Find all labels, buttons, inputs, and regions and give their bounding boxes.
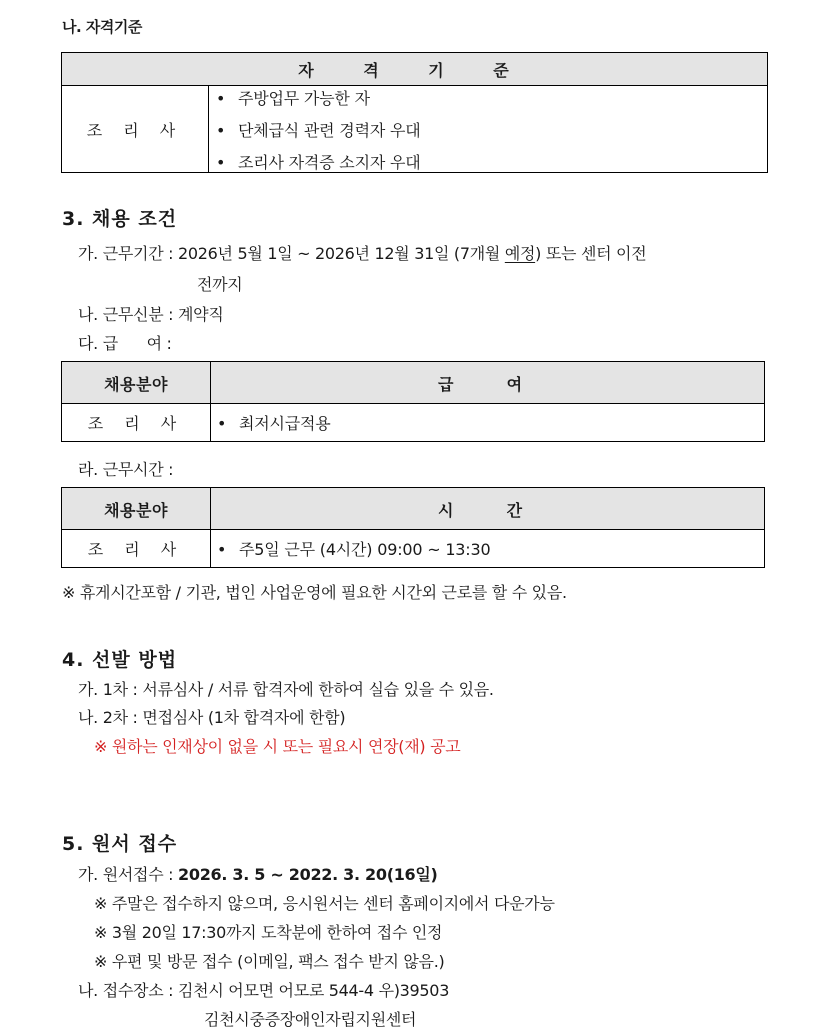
section-heading-conditions: 3. 채용 조건 [62,208,178,230]
selection-step-2: 나. 2차 : 면접심사 (1차 합격자에 한함) [78,708,346,727]
list-item [216,83,370,115]
hours-col-field [62,488,210,530]
list-item-text: 조리사 자격증 소지자 우대 [238,153,421,172]
work-period-label: 가. 근무기간 : [78,244,174,263]
bullet-icon: • [216,121,226,140]
role-cell [62,86,208,172]
role-label: 조 리 사 [87,414,185,433]
list-item-text: 주방업무 가능한 자 [238,89,370,108]
employment-status-label: 나. 근무신분 : [78,305,174,324]
qualification-table-title: 자 격 기 준 [298,60,531,80]
salary-label: 다. 급 여 : [78,334,172,353]
work-hours-label: 라. 근무시간 : [78,460,174,479]
bullet-icon: • [217,414,227,433]
hours-value: 주5일 근무 (4시간) 09:00 ~ 13:30 [239,540,491,559]
role-label: 조 리 사 [87,540,185,559]
bullet-icon: • [216,153,226,172]
work-period-text: 2026년 5월 1일 ~ 2026년 12월 31일 (7개월 [178,244,505,263]
work-period-row [78,241,646,264]
section-heading-application: 5. 원서 접수 [62,833,178,855]
application-period-row [78,862,438,885]
application-note-deadline: ※ 3월 20일 17:30까지 도착분에 한하여 접수 인정 [94,923,443,942]
salary-col-value [210,362,764,404]
list-item [216,115,420,147]
selection-step-1: 가. 1차 : 서류심사 / 서류 합격자에 한하여 실습 있을 수 있음. [78,680,494,699]
application-note-method: ※ 우편 및 방문 접수 (이메일, 팩스 접수 받지 않음.) [94,952,445,971]
employment-status-row [78,302,224,325]
application-place-label: 나. 접수장소 : [78,981,174,1000]
work-period-text-end: ) 또는 센터 이전 [535,244,647,263]
bullet-icon: • [217,540,227,559]
salary-value-cell [210,404,764,441]
column-header: 급 여 [437,374,537,394]
work-period-underlined: 예정 [504,244,536,263]
hours-col-value [210,488,764,530]
work-period-value [178,244,646,263]
bullet-icon: • [216,89,226,108]
application-note-weekend: ※ 주말은 접수하지 않으며, 응시원서는 센터 홈페이지에서 다운가능 [94,894,555,913]
list-item-text: 단체급식 관련 경력자 우대 [238,121,421,140]
rest-time-note: ※ 휴게시간포함 / 기관, 법인 사업운영에 필요한 시간외 근로를 할 수 있음. [62,583,567,602]
application-place-continued: 김천시중증장애인자립지원센터 [204,1010,417,1029]
application-place-value: 김천시 어모면 어모로 544-4 우)39503 [178,981,450,1000]
qualification-table [61,52,768,173]
qualification-heading: 나. 자격기준 [62,18,142,36]
column-header: 채용분야 [104,374,168,394]
role-cell [62,530,210,567]
hours-table [61,487,765,568]
role-cell [62,404,210,441]
salary-table [61,361,765,442]
re-announcement-note: ※ 원하는 인재상이 없을 시 또는 필요시 연장(재) 공고 [94,737,461,756]
list-item [216,147,420,179]
role-label: 조 리 사 [86,120,184,140]
salary-col-field [62,362,210,404]
employment-status-value: 계약직 [178,305,224,324]
work-period-continued: 전까지 [197,275,243,294]
application-period-value: 2026. 3. 5 ~ 2022. 3. 20(16일) [178,865,438,884]
salary-value: 최저시급적용 [239,414,331,433]
application-period-label: 가. 원서접수 : [78,865,174,884]
column-header: 시 간 [437,500,537,520]
qualification-list [208,81,767,172]
hours-value-cell [210,530,764,567]
section-heading-selection: 4. 선발 방법 [62,649,178,671]
column-header: 채용분야 [104,500,168,520]
application-place-row [78,978,449,1001]
